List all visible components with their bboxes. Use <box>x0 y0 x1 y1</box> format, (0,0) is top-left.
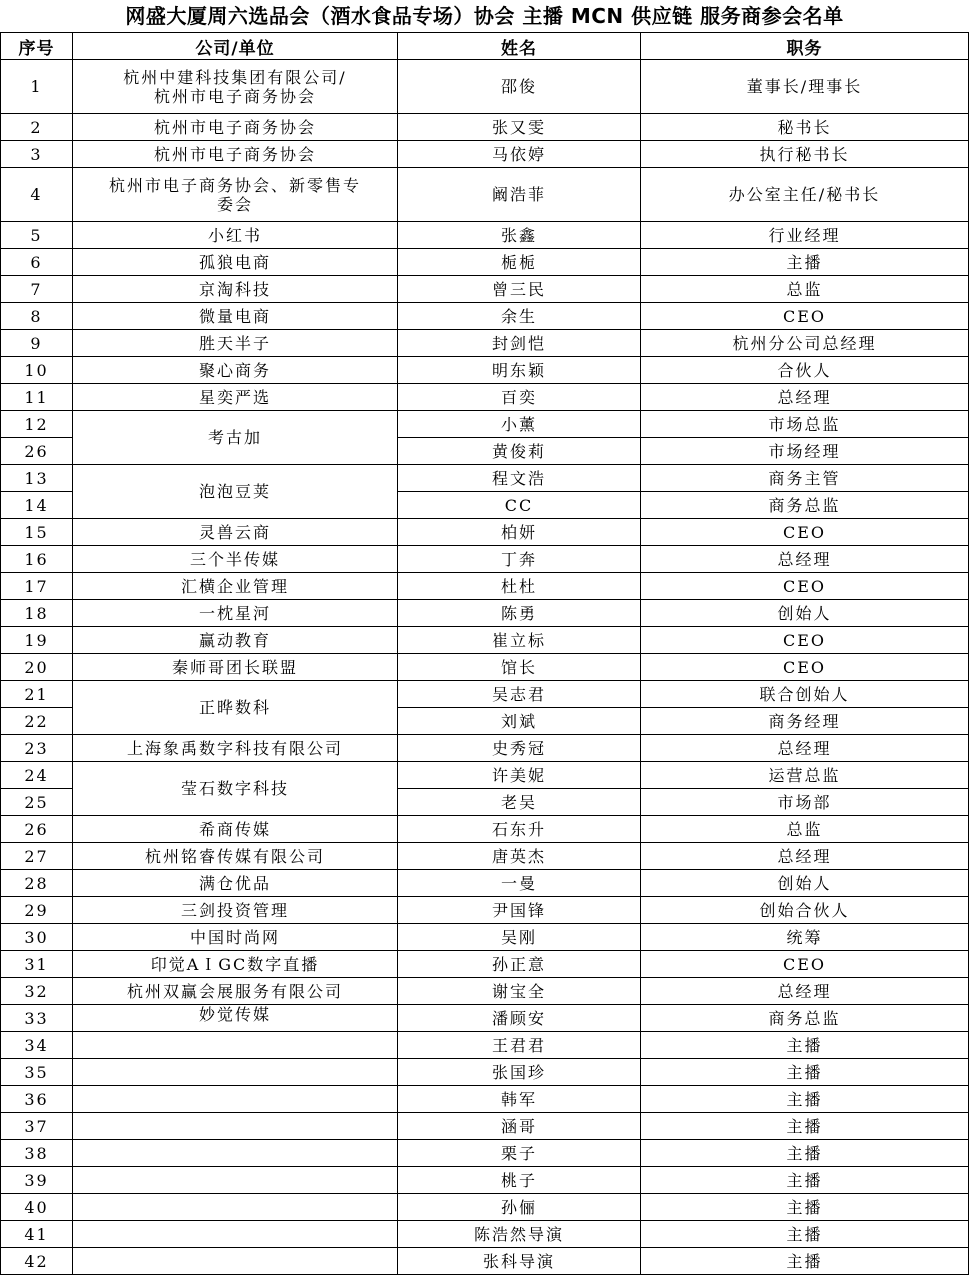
cell-name[interactable]: 许美妮 <box>398 762 641 789</box>
table-body <box>1 60 969 1275</box>
cell-title[interactable]: 主播 <box>641 249 969 276</box>
cell-title[interactable]: 主播 <box>641 1194 969 1221</box>
table-row <box>1 627 969 654</box>
cell-number[interactable]: 10 <box>1 357 73 384</box>
table-row <box>1 303 969 330</box>
cell-title[interactable]: 市场经理 <box>641 438 969 465</box>
cell-company[interactable]: 小红书 <box>73 222 398 249</box>
attendee-table <box>0 32 969 1275</box>
cell-number[interactable]: 29 <box>1 897 73 924</box>
sheet-title: 网盛大厦周六选品会（酒水食品专场）协会 主播 MCN 供应链 服务商参会名单 <box>125 4 844 28</box>
cell-company[interactable]: 杭州市电子商务协会 <box>73 141 398 168</box>
cell-number[interactable]: 17 <box>1 573 73 600</box>
cell-company[interactable]: 杭州铭睿传媒有限公司 <box>73 843 398 870</box>
cell-name[interactable]: 明东颖 <box>398 357 641 384</box>
cell-company[interactable] <box>73 1248 398 1275</box>
cell-title[interactable]: CEO <box>641 627 969 654</box>
cell-number[interactable]: 19 <box>1 627 73 654</box>
table-row <box>1 1140 969 1167</box>
cell-number[interactable]: 27 <box>1 843 73 870</box>
cell-number[interactable]: 30 <box>1 924 73 951</box>
cell-number[interactable]: 33 <box>1 1005 73 1032</box>
col-header-title[interactable]: 职务 <box>641 33 969 60</box>
cell-company[interactable]: 杭州双赢会展服务有限公司 <box>73 978 398 1005</box>
cell-title[interactable]: 合伙人 <box>641 357 969 384</box>
table-row <box>1 1113 969 1140</box>
cell-title[interactable]: 主播 <box>641 1032 969 1059</box>
cell-title[interactable]: 董事长/理事长 <box>641 60 969 114</box>
cell-title[interactable]: CEO <box>641 303 969 330</box>
cell-title[interactable]: 创始人 <box>641 600 969 627</box>
table-row <box>1 1005 969 1032</box>
table-row <box>1 654 969 681</box>
cell-title[interactable]: 联合创始人 <box>641 681 969 708</box>
cell-company[interactable]: 胜天半子 <box>73 330 398 357</box>
table-row <box>1 168 969 222</box>
cell-title[interactable]: 运营总监 <box>641 762 969 789</box>
cell-number[interactable]: 21 <box>1 681 73 708</box>
table-row <box>1 519 969 546</box>
cell-company[interactable]: 三剑投资管理 <box>73 897 398 924</box>
cell-name[interactable]: CC <box>398 492 641 519</box>
cell-name[interactable]: 马依婷 <box>398 141 641 168</box>
cell-number[interactable]: 23 <box>1 735 73 762</box>
table-row <box>1 546 969 573</box>
cell-title[interactable]: 主播 <box>641 1086 969 1113</box>
cell-name[interactable]: 刘斌 <box>398 708 641 735</box>
cell-title[interactable]: CEO <box>641 573 969 600</box>
table-row <box>1 843 969 870</box>
cell-company[interactable]: 上海象禹数字科技有限公司 <box>73 735 398 762</box>
cell-company[interactable] <box>73 1059 398 1086</box>
table-row <box>1 1032 969 1059</box>
cell-title[interactable]: 主播 <box>641 1221 969 1248</box>
cell-number[interactable]: 41 <box>1 1221 73 1248</box>
cell-title[interactable]: 市场总监 <box>641 411 969 438</box>
cell-company[interactable] <box>73 1167 398 1194</box>
table-row <box>1 357 969 384</box>
cell-number[interactable]: 20 <box>1 654 73 681</box>
cell-number[interactable]: 39 <box>1 1167 73 1194</box>
cell-number[interactable]: 6 <box>1 249 73 276</box>
cell-number[interactable]: 15 <box>1 519 73 546</box>
cell-number[interactable]: 11 <box>1 384 73 411</box>
cell-company[interactable] <box>73 1221 398 1248</box>
cell-title[interactable]: 总经理 <box>641 843 969 870</box>
cell-company[interactable] <box>73 1032 398 1059</box>
cell-number[interactable]: 34 <box>1 1032 73 1059</box>
cell-name[interactable]: 阚浩菲 <box>398 168 641 222</box>
cell-title[interactable]: 总经理 <box>641 384 969 411</box>
cell-title[interactable]: 商务总监 <box>641 492 969 519</box>
cell-title[interactable]: 杭州分公司总经理 <box>641 330 969 357</box>
cell-number[interactable]: 9 <box>1 330 73 357</box>
cell-name[interactable]: 孙正意 <box>398 951 641 978</box>
cell-number[interactable]: 37 <box>1 1113 73 1140</box>
cell-name[interactable]: 陈勇 <box>398 600 641 627</box>
cell-number[interactable]: 26 <box>1 816 73 843</box>
cell-title[interactable]: 商务总监 <box>641 1005 969 1032</box>
table-row <box>1 60 969 114</box>
cell-company[interactable] <box>73 1113 398 1140</box>
table-row <box>1 1059 969 1086</box>
cell-title[interactable]: 创始人 <box>641 870 969 897</box>
cell-title[interactable]: 行业经理 <box>641 222 969 249</box>
cell-company[interactable]: 赢动教育 <box>73 627 398 654</box>
cell-name[interactable]: 柏妍 <box>398 519 641 546</box>
cell-name[interactable]: 尹国锋 <box>398 897 641 924</box>
table-row <box>1 870 969 897</box>
cell-number[interactable]: 36 <box>1 1086 73 1113</box>
cell-title[interactable]: 总经理 <box>641 735 969 762</box>
table-row <box>1 411 969 438</box>
cell-number[interactable]: 40 <box>1 1194 73 1221</box>
cell-company[interactable]: 正晔数科 <box>73 681 398 735</box>
table-row <box>1 978 969 1005</box>
cell-company[interactable] <box>73 1140 398 1167</box>
cell-name[interactable]: 王君君 <box>398 1032 641 1059</box>
cell-title[interactable]: 总监 <box>641 276 969 303</box>
cell-company[interactable]: 京淘科技 <box>73 276 398 303</box>
cell-number[interactable]: 38 <box>1 1140 73 1167</box>
cell-title[interactable]: 市场部 <box>641 789 969 816</box>
cell-title[interactable]: 创始合伙人 <box>641 897 969 924</box>
cell-company[interactable]: 莹石数字科技 <box>73 762 398 816</box>
cell-name[interactable]: 史秀冠 <box>398 735 641 762</box>
table-row <box>1 1221 969 1248</box>
table-row <box>1 735 969 762</box>
cell-title[interactable]: 主播 <box>641 1113 969 1140</box>
cell-number[interactable]: 4 <box>1 168 73 222</box>
cell-number[interactable]: 3 <box>1 141 73 168</box>
cell-name[interactable]: 陈浩然导演 <box>398 1221 641 1248</box>
table-row <box>1 330 969 357</box>
cell-company[interactable]: 三个半传媒 <box>73 546 398 573</box>
table-row <box>1 141 969 168</box>
cell-name[interactable]: 老吴 <box>398 789 641 816</box>
table-row <box>1 816 969 843</box>
cell-company[interactable]: 秦师哥团长联盟 <box>73 654 398 681</box>
cell-number[interactable]: 18 <box>1 600 73 627</box>
cell-title[interactable]: 总经理 <box>641 546 969 573</box>
table-row <box>1 762 969 789</box>
cell-number[interactable]: 1 <box>1 60 73 114</box>
cell-company[interactable]: 孤狼电商 <box>73 249 398 276</box>
cell-name[interactable]: 黄俊莉 <box>398 438 641 465</box>
cell-name[interactable]: 封剑恺 <box>398 330 641 357</box>
cell-company[interactable]: 满仓优品 <box>73 870 398 897</box>
cell-company[interactable]: 灵兽云商 <box>73 519 398 546</box>
cell-number[interactable]: 16 <box>1 546 73 573</box>
col-header-number[interactable]: 序号 <box>1 33 73 60</box>
table-row <box>1 1194 969 1221</box>
table-row <box>1 465 969 492</box>
cell-name[interactable]: 张国珍 <box>398 1059 641 1086</box>
cell-name[interactable]: 曾三民 <box>398 276 641 303</box>
cell-title[interactable]: 秘书长 <box>641 114 969 141</box>
table-row <box>1 924 969 951</box>
cell-name[interactable]: 涵哥 <box>398 1113 641 1140</box>
cell-name[interactable]: 唐英杰 <box>398 843 641 870</box>
cell-name[interactable]: 张鑫 <box>398 222 641 249</box>
cell-company[interactable]: 微量电商 <box>73 303 398 330</box>
cell-company[interactable]: 汇横企业管理 <box>73 573 398 600</box>
cell-title[interactable]: CEO <box>641 951 969 978</box>
table-row <box>1 1167 969 1194</box>
cell-name[interactable]: 韩军 <box>398 1086 641 1113</box>
cell-title[interactable]: CEO <box>641 654 969 681</box>
cell-name[interactable]: 桃子 <box>398 1167 641 1194</box>
cell-company[interactable]: 杭州市电子商务协会、新零售专 委会 <box>73 168 398 222</box>
cell-company[interactable]: 中国时尚网 <box>73 924 398 951</box>
cell-number[interactable]: 14 <box>1 492 73 519</box>
cell-company[interactable]: 聚心商务 <box>73 357 398 384</box>
col-header-company[interactable]: 公司/单位 <box>73 33 398 60</box>
cell-name[interactable]: 程文浩 <box>398 465 641 492</box>
cell-number[interactable]: 5 <box>1 222 73 249</box>
table-row <box>1 573 969 600</box>
cell-name[interactable]: 余生 <box>398 303 641 330</box>
cell-title[interactable]: 主播 <box>641 1059 969 1086</box>
cell-title[interactable]: CEO <box>641 519 969 546</box>
cell-name[interactable]: 潘顾安 <box>398 1005 641 1032</box>
cell-company[interactable]: 星奕严选 <box>73 384 398 411</box>
table-row <box>1 1248 969 1275</box>
table-row <box>1 384 969 411</box>
table-row <box>1 114 969 141</box>
cell-name[interactable]: 丁奔 <box>398 546 641 573</box>
cell-title[interactable]: 总监 <box>641 816 969 843</box>
cell-number[interactable]: 7 <box>1 276 73 303</box>
cell-name[interactable]: 谢宝全 <box>398 978 641 1005</box>
table-row <box>1 1086 969 1113</box>
cell-company[interactable]: 印觉AＩGC数字直播 <box>73 951 398 978</box>
cell-title[interactable]: 主播 <box>641 1140 969 1167</box>
cell-name[interactable]: 石东升 <box>398 816 641 843</box>
cell-number[interactable]: 35 <box>1 1059 73 1086</box>
cell-company[interactable]: 一枕星河 <box>73 600 398 627</box>
cell-name[interactable]: 邵俊 <box>398 60 641 114</box>
cell-number[interactable]: 31 <box>1 951 73 978</box>
cell-company[interactable]: 杭州中建科技集团有限公司/ 杭州市电子商务协会 <box>73 60 398 114</box>
cell-name[interactable]: 栀栀 <box>398 249 641 276</box>
table-row <box>1 276 969 303</box>
cell-number[interactable]: 22 <box>1 708 73 735</box>
cell-title[interactable]: 统筹 <box>641 924 969 951</box>
cell-number[interactable]: 32 <box>1 978 73 1005</box>
cell-company[interactable] <box>73 1194 398 1221</box>
cell-number[interactable]: 2 <box>1 114 73 141</box>
table-row <box>1 222 969 249</box>
cell-title[interactable]: 主播 <box>641 1248 969 1275</box>
cell-company[interactable]: 杭州市电子商务协会 <box>73 114 398 141</box>
cell-title[interactable]: 总经理 <box>641 978 969 1005</box>
cell-company[interactable] <box>73 1086 398 1113</box>
cell-company[interactable]: 泡泡豆荚 <box>73 465 398 519</box>
header-row <box>1 33 969 60</box>
cell-company[interactable]: 考古加 <box>73 411 398 465</box>
cell-name[interactable]: 张又雯 <box>398 114 641 141</box>
cell-title[interactable]: 主播 <box>641 1167 969 1194</box>
cell-name[interactable]: 杜杜 <box>398 573 641 600</box>
cell-number[interactable]: 13 <box>1 465 73 492</box>
cell-number[interactable]: 12 <box>1 411 73 438</box>
cell-title[interactable]: 办公室主任/秘书长 <box>641 168 969 222</box>
cell-number[interactable]: 24 <box>1 762 73 789</box>
cell-number[interactable]: 25 <box>1 789 73 816</box>
cell-number[interactable]: 28 <box>1 870 73 897</box>
cell-title[interactable]: 商务主管 <box>641 465 969 492</box>
table-row <box>1 249 969 276</box>
cell-name[interactable]: 小薰 <box>398 411 641 438</box>
cell-number[interactable]: 26 <box>1 438 73 465</box>
cell-number[interactable]: 8 <box>1 303 73 330</box>
cell-company[interactable]: 希商传媒 <box>73 816 398 843</box>
cell-name[interactable]: 吴志君 <box>398 681 641 708</box>
cell-name[interactable]: 一曼 <box>398 870 641 897</box>
cell-title[interactable]: 商务经理 <box>641 708 969 735</box>
table-row <box>1 897 969 924</box>
cell-name[interactable]: 孙俪 <box>398 1194 641 1221</box>
table-row <box>1 600 969 627</box>
cell-name[interactable]: 栗子 <box>398 1140 641 1167</box>
cell-company[interactable]: 妙觉传媒 <box>73 1005 398 1032</box>
cell-name[interactable]: 吴刚 <box>398 924 641 951</box>
table-row <box>1 681 969 708</box>
cell-name[interactable]: 崔立标 <box>398 627 641 654</box>
cell-number[interactable]: 42 <box>1 1248 73 1275</box>
cell-title[interactable]: 执行秘书长 <box>641 141 969 168</box>
cell-name[interactable]: 张科导演 <box>398 1248 641 1275</box>
col-header-name[interactable]: 姓名 <box>398 33 641 60</box>
cell-name[interactable]: 馆长 <box>398 654 641 681</box>
cell-name[interactable]: 百奕 <box>398 384 641 411</box>
table-row <box>1 951 969 978</box>
